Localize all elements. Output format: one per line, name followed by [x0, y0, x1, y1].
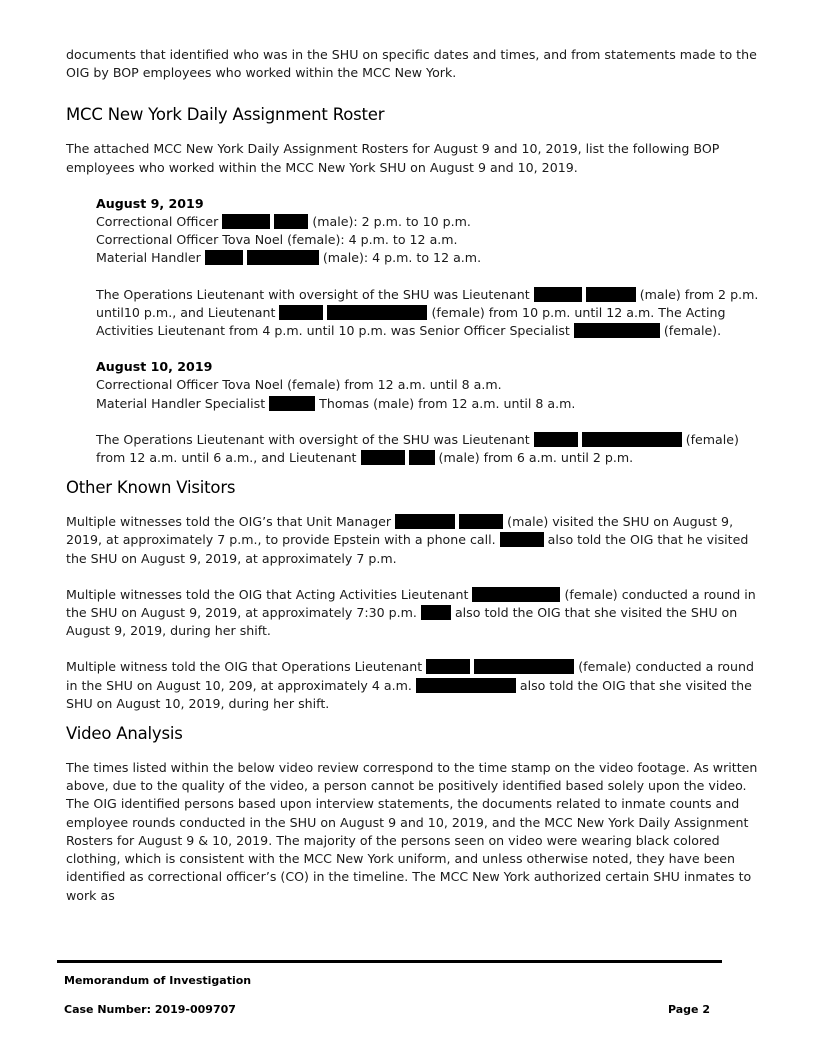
- aug10-line1: Correctional Officer Tova Noel (female) from 12 a.m. until 8 a.m.: [96, 377, 502, 393]
- text: (female) conducted a round in the SHU on August 9, 2019, at approximately 7:30 p.m.: [66, 586, 756, 621]
- redaction: [395, 514, 455, 529]
- text: also told the OIG that she visited the SHU on August 10, 2019, during her shift.: [66, 677, 752, 711]
- visitors-paragraph-1: [66, 513, 766, 568]
- redaction: [205, 250, 243, 265]
- text: (male) from 6 a.m. until 2 p.m.: [438, 450, 634, 466]
- redaction: [472, 587, 560, 602]
- text: (male): 4 p.m. to 12 a.m.: [322, 250, 482, 266]
- video-heading: Video Analysis: [66, 724, 183, 744]
- visitors-paragraph-3: [66, 658, 766, 713]
- aug9-line3: [96, 249, 766, 267]
- video-paragraph: The times listed within the below video review correspond to the time stamp on the video footage. As written above, due to the quality of the video, a person cannot be positively identified based solely upon the video. The OIG identified persons based upon interview statements, the documents related to inmate counts and employee rounds conducted in the SHU on August 9 and 10, 2019, and the MCC New York Daily Assignment Rosters for August 9 & 10, 2019. The majority of the persons seen on video were wearing black colored clothing, which is consistent with the MCC New York uniform, and unless otherwise noted, they have been identified as correctional officer’s (CO) in the timeline. The MCC New York authorized certain SHU inmates to work as: [66, 760, 758, 903]
- text: Multiple witnesses told the OIG that Acting Activities Lieutenant: [66, 586, 469, 602]
- aug9-line2: Correctional Officer Tova Noel (female): 4 p.m. to 12 a.m.: [96, 232, 458, 248]
- text: (male): 2 p.m. to 10 p.m.: [312, 214, 471, 230]
- text: (female) from 10 p.m. until 12 a.m. The Acting Activities Lieutenant from 4 p.m. until 10 p.m. was Senior Officer Specialist: [96, 304, 726, 339]
- redaction: [274, 214, 308, 229]
- footer-rule: [57, 960, 722, 963]
- redaction: [409, 450, 435, 465]
- redaction: [586, 287, 636, 302]
- text: Thomas (male) from 12 a.m. until 8 a.m.: [319, 395, 576, 411]
- intro-paragraph: documents that identified who was in the SHU on specific dates and times, and from statements made to the OIG by BOP employees who worked within the MCC New York.: [66, 47, 757, 81]
- text: Material Handler: [96, 250, 201, 266]
- aug9-line1: [96, 213, 766, 231]
- text: (female) conducted a round in the SHU on August 10, 209, at approximately 4 a.m.: [66, 659, 754, 693]
- redaction: [459, 514, 503, 529]
- text: also told the OIG that he visited the SHU on August 9, 2019, at approximately 7 p.m.: [66, 532, 749, 566]
- redaction: [500, 532, 544, 547]
- aug10-date: August 10, 2019: [96, 359, 213, 375]
- document-body: [66, 46, 766, 905]
- aug9-date: August 9, 2019: [96, 195, 204, 211]
- redaction: [247, 250, 319, 265]
- aug10-line2: [96, 395, 766, 413]
- roster-heading: MCC New York Daily Assignment Roster: [66, 105, 385, 125]
- redaction: [534, 432, 578, 447]
- text: (female).: [663, 323, 722, 339]
- roster-intro: The attached MCC New York Daily Assignment Rosters for August 9 and 10, 2019, list the following BOP employees who worked within the MCC New York SHU on August 9 and 10, 2019.: [66, 141, 720, 175]
- redaction: [421, 605, 451, 620]
- text: (male) from 2 p.m. until10 p.m., and Lieutenant: [96, 286, 759, 320]
- text: The Operations Lieutenant with oversight of the SHU was Lieutenant: [96, 431, 530, 447]
- text: Multiple witnesses told the OIG’s that Unit Manager: [66, 514, 392, 530]
- footer-title: Memorandum of Investigation: [64, 974, 252, 987]
- redaction: [279, 305, 323, 320]
- text: also told the OIG that she visited the SHU on August 9, 2019, during her shift.: [66, 605, 738, 639]
- redaction: [416, 678, 516, 693]
- redaction: [534, 287, 582, 302]
- visitors-heading: Other Known Visitors: [66, 478, 236, 498]
- redaction: [327, 305, 427, 320]
- redaction: [269, 396, 315, 411]
- text: The Operations Lieutenant with oversight of the SHU was Lieutenant: [96, 286, 530, 302]
- text: (male) visited the SHU on August 9, 2019, at approximately 7 p.m., to provide Epstein with a phone call.: [66, 514, 734, 548]
- redaction: [361, 450, 405, 465]
- footer-case-number: Case Number: 2019-009707: [64, 1003, 236, 1016]
- aug9-section: [96, 195, 766, 467]
- text: (female) from 12 a.m. until 6 a.m., and Lieutenant: [96, 431, 739, 466]
- footer-page-number: Page 2: [667, 1003, 710, 1016]
- text: Correctional Officer: [96, 214, 219, 230]
- redaction: [222, 214, 270, 229]
- aug10-operations: [96, 431, 766, 467]
- redaction: [426, 659, 470, 674]
- visitors-paragraph-2: [66, 586, 766, 641]
- aug9-operations: [96, 286, 766, 341]
- text: Material Handler Specialist: [96, 395, 266, 411]
- redaction: [582, 432, 682, 447]
- text: Multiple witness told the OIG that Operations Lieutenant: [66, 659, 423, 675]
- redaction: [474, 659, 574, 674]
- redaction: [574, 323, 660, 338]
